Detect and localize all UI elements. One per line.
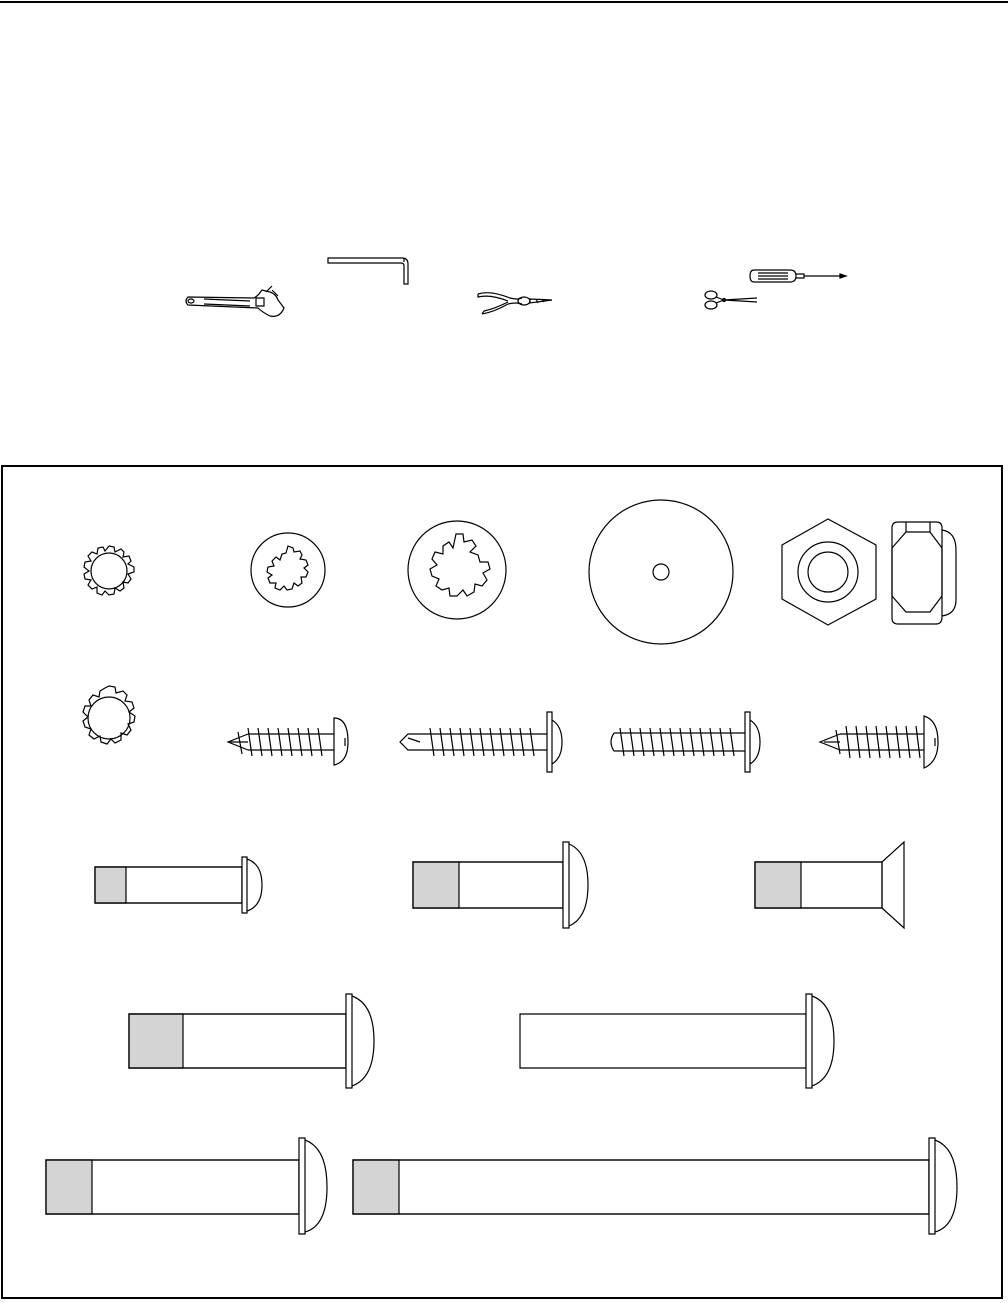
long-button-bolt-icon <box>353 1138 957 1234</box>
flat-washer-icon <box>589 500 733 644</box>
hex-key-icon <box>328 258 408 284</box>
button-bolt-3-icon <box>129 994 374 1088</box>
button-bolt-4-icon <box>520 994 834 1088</box>
top-rule <box>0 1 1008 3</box>
nylon-locknut-side-icon <box>892 522 956 624</box>
hardware-box <box>1 465 1003 1299</box>
button-bolt-5-icon <box>46 1138 327 1234</box>
flat-head-bolt-icon <box>755 842 904 928</box>
screwdriver-icon <box>750 270 846 282</box>
self-tapping-flange-screw-icon <box>400 712 562 772</box>
nylon-locknut-top-icon <box>782 519 876 625</box>
button-bolt-1-icon <box>95 857 262 913</box>
flange-screw-icon <box>611 712 760 772</box>
screw-1-icon <box>228 718 348 765</box>
large-star-washer-icon <box>408 521 506 619</box>
star-washer-icon <box>251 533 325 607</box>
screw-2-icon <box>820 716 938 768</box>
pliers-icon <box>478 293 552 314</box>
tools-section <box>0 240 1008 330</box>
button-bolt-2-icon <box>413 842 588 928</box>
small-star-washer-icon <box>84 546 134 595</box>
large-star-washer-2-icon <box>83 686 135 744</box>
scissors-icon <box>705 291 757 309</box>
wrench-icon <box>186 286 284 316</box>
